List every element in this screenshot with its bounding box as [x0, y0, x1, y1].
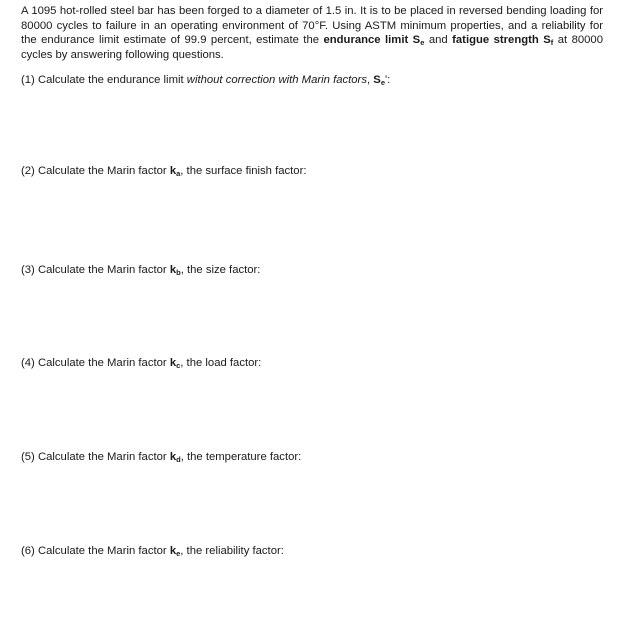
question-1-symbol: $S_e$ — [373, 74, 385, 87]
question-5-symbol: $k_d$ — [169, 451, 181, 464]
problem-statement: A 1095 hot-rolled steel bar has been forged to a diameter of 1.5 in. It is to be placed in reversed bending loading for 80000 cycles to failure in an operating environment of 70°F. Using ASTM minimum properties, and a reliability for the endurance limit estimate of 99.9 percent, estimate the endurance limit $S_e$ and fatigue strength $S_f$ at 80000 cycles by answering following questions. — [21, 5, 603, 61]
question-4: (4) Calculate the Marin factor $k_c$, the load factor: — [21, 357, 262, 370]
question-1-emphasis: without correction with Marin factors — [186, 74, 367, 86]
question-2: (2) Calculate the Marin factor $k_a$, the surface finish factor: — [21, 165, 307, 178]
question-6: (6) Calculate the Marin factor $k_e$, the reliability factor: — [21, 545, 284, 558]
question-2-symbol: $k_a$ — [169, 165, 181, 178]
question-6-symbol: $k_e$ — [169, 545, 181, 558]
problem-text: A 1095 hot-rolled steel bar has been forged to a diameter of 1.5 in. It is to be placed in reversed bending loading for 80000 cycles to failure in an operating environment of 70°F. Using ASTM minimum properties, and a reliability for the endurance limit estimate of 99.9 percent, estimate the — [21, 5, 603, 47]
question-5: (5) Calculate the Marin factor $k_d$, the temperature factor: — [21, 451, 302, 464]
question-3: (3) Calculate the Marin factor $k_b$, the size factor: — [21, 264, 261, 277]
fatigue-strength-term: fatigue strength $S_f$ — [452, 34, 554, 48]
question-1: (1) Calculate the endurance limit without correction with Marin factors, $S_e'$: — [21, 74, 391, 87]
endurance-limit-term: endurance limit $S_e$ — [323, 34, 425, 48]
question-4-symbol: $k_c$ — [169, 357, 181, 370]
question-3-symbol: $k_b$ — [169, 264, 181, 277]
